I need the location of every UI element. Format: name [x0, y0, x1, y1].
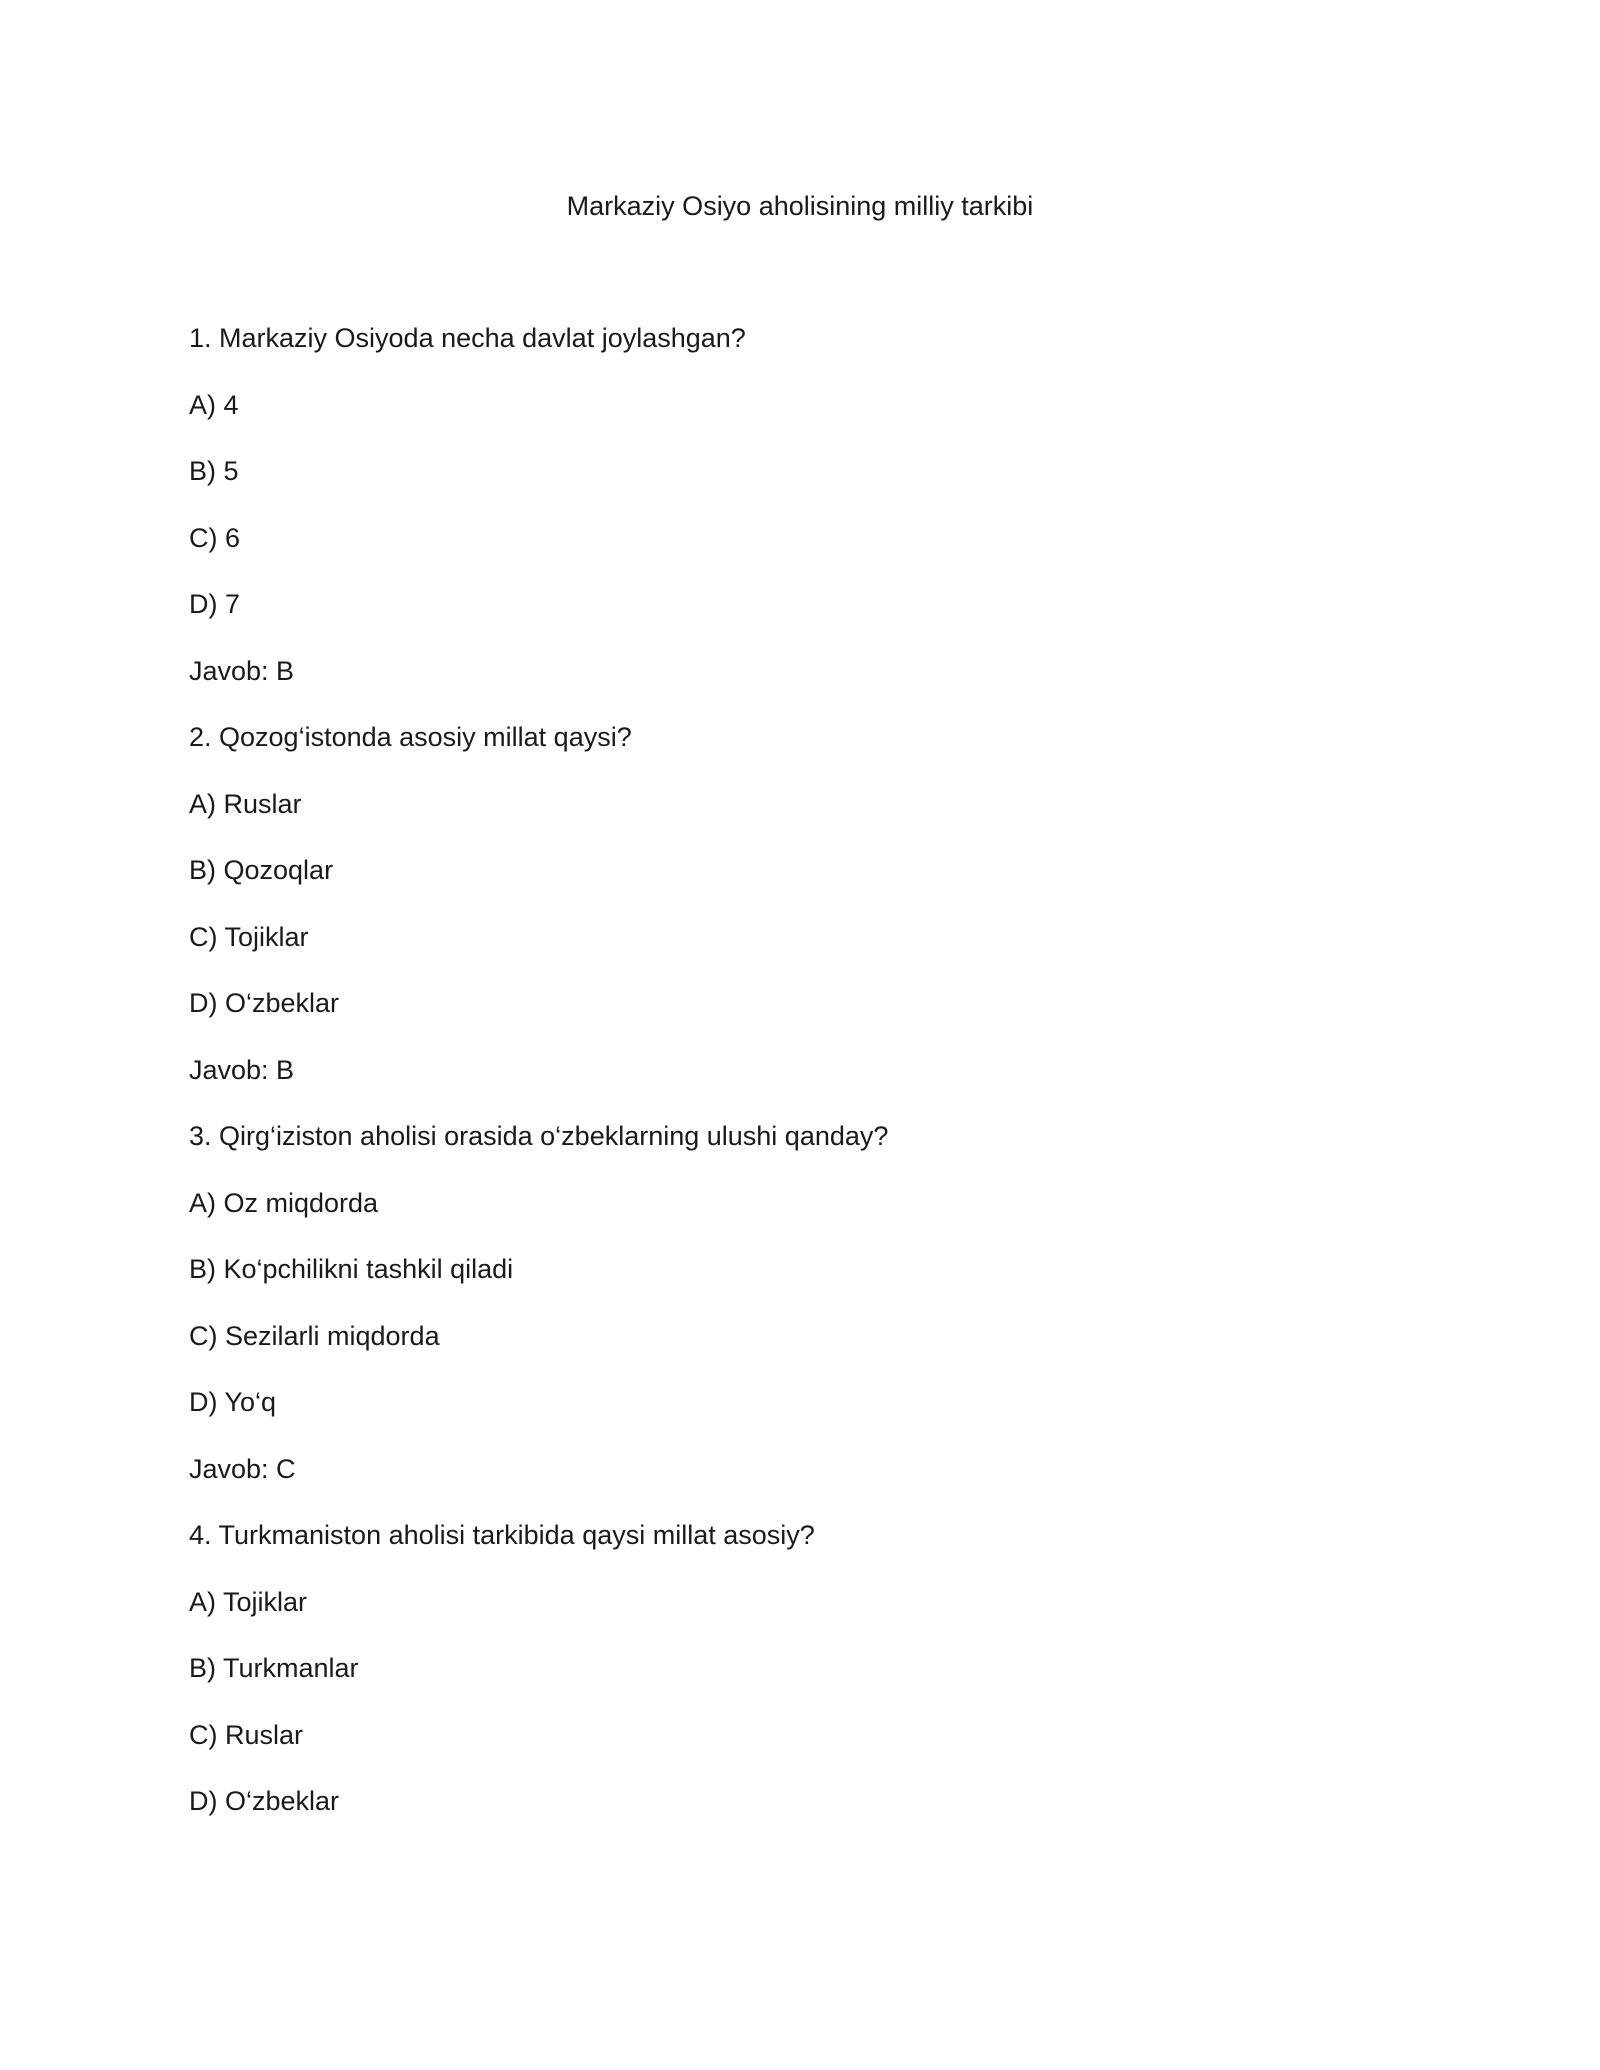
- question-text: 2. Qozog‘istonda asosiy millat qaysi?: [189, 722, 632, 752]
- option-d: D) Yo‘q: [189, 1387, 277, 1417]
- option-d: D) O‘zbeklar: [189, 1786, 340, 1816]
- question-text: 3. Qirg‘iziston aholisi orasida o‘zbeklarning ulushi qanday?: [189, 1121, 889, 1151]
- option-c: C) 6: [189, 522, 241, 553]
- option-b: B) Qozoqlar: [189, 855, 334, 885]
- option-d: D) O‘zbeklar: [189, 988, 340, 1018]
- question-block-1: [189, 320, 1409, 689]
- question-block-2: [189, 719, 1409, 1088]
- option-a: A) Oz miqdorda: [189, 1187, 379, 1218]
- option-c: C) Ruslar: [189, 1719, 304, 1750]
- option-c: C) Tojiklar: [189, 921, 309, 952]
- option-d: D) 7: [189, 589, 241, 619]
- option-b: B) Turkmanlar: [189, 1653, 359, 1683]
- option-c: C) Sezilarli miqdorda: [189, 1320, 440, 1351]
- answer-text: Javob: C: [189, 1453, 296, 1484]
- quiz-body: [189, 320, 1409, 1850]
- answer-text: Javob: B: [189, 655, 295, 686]
- question-block-3: [189, 1118, 1409, 1487]
- option-b: B) 5: [189, 456, 239, 486]
- question-text: 4. Turkmaniston aholisi tarkibida qaysi millat asosiy?: [189, 1520, 815, 1550]
- question-text: 1. Markaziy Osiyoda necha davlat joylashgan?: [189, 323, 746, 353]
- option-b: B) Ko‘pchilikni tashkil qiladi: [189, 1254, 514, 1284]
- option-a: A) 4: [189, 389, 239, 420]
- option-a: A) Ruslar: [189, 788, 302, 819]
- document-title: Markaziy Osiyo aholisining milliy tarkibi: [566, 191, 1034, 221]
- question-block-4: [189, 1517, 1409, 1819]
- option-a: A) Tojiklar: [189, 1586, 308, 1617]
- answer-text: Javob: B: [189, 1054, 295, 1085]
